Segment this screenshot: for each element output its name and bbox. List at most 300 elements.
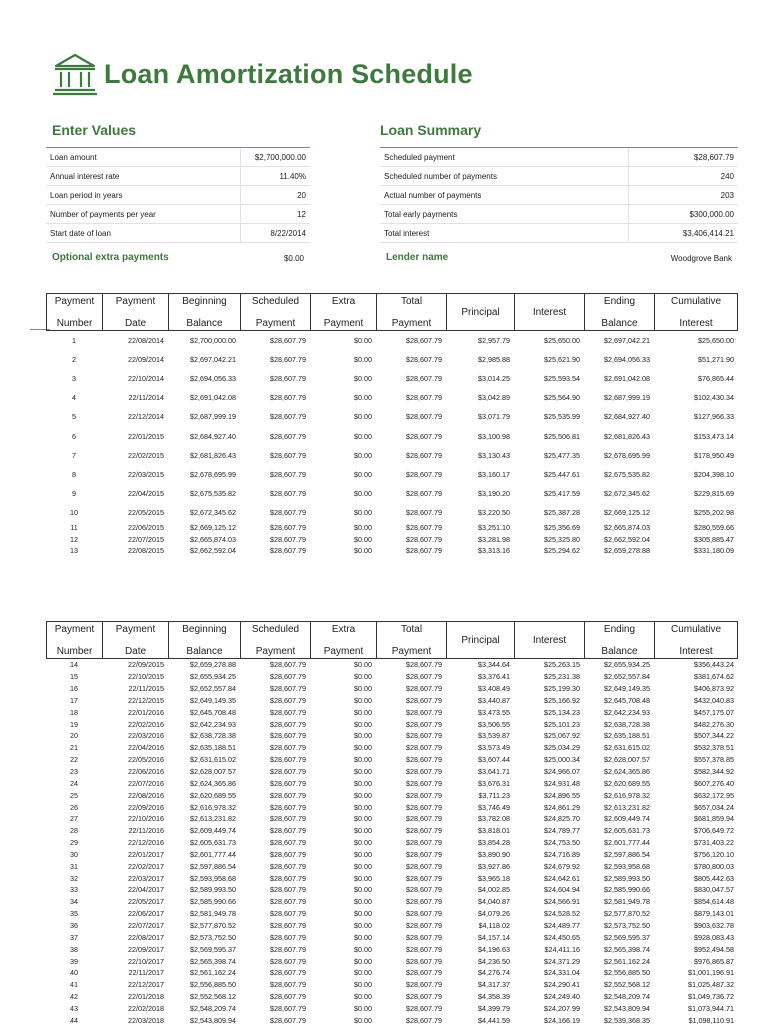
table-cell: $25,387.28	[544, 507, 580, 517]
table-row	[46, 1002, 738, 1014]
table-cell: $3,965.18	[478, 873, 510, 883]
table-cell: 22/11/2017	[128, 968, 164, 978]
table-cell: $24,753.50	[544, 838, 580, 848]
table-row	[46, 754, 738, 766]
table-cell: $557,378.85	[694, 755, 734, 765]
table-cell: $2,624,365.86	[190, 778, 236, 788]
table-cell: $28,607.79	[406, 336, 442, 346]
table-cell: $3,220.50	[478, 507, 510, 517]
table-cell: 22/03/2017	[128, 873, 164, 883]
table-cell: $25,447.61	[544, 469, 580, 479]
table-cell: $28,607.79	[270, 814, 306, 824]
table-cell: $28,607.79	[406, 393, 442, 403]
table-cell: $28,607.79	[406, 660, 442, 670]
table-row	[46, 695, 738, 707]
table-cell: $0.00	[354, 534, 372, 544]
table-cell: 12	[70, 534, 78, 544]
table-cell: $28,607.79	[270, 695, 306, 705]
table-cell: $0.00	[354, 826, 372, 836]
table-cell: $2,678,695.99	[604, 450, 650, 460]
input-value[interactable]: $2,700,000.00	[240, 148, 310, 166]
table-cell: $4,079.26	[478, 909, 510, 919]
table-cell: $1,001,196.91	[688, 968, 734, 978]
lender-name-value[interactable]: Woodgrove Bank	[670, 254, 732, 263]
input-value[interactable]: 11.40%	[240, 167, 310, 185]
table-cell: $2,631,615.02	[604, 743, 650, 753]
table-cell: $28,607.79	[406, 534, 442, 544]
table-cell: 9	[72, 488, 76, 498]
input-value[interactable]: $28,607.79	[628, 148, 738, 166]
table-cell: $2,649,149.35	[190, 695, 236, 705]
table-cell: 23	[70, 767, 78, 777]
table-cell: $1,098,110.91	[688, 1015, 734, 1024]
input-value[interactable]: 8/22/2014	[240, 224, 310, 242]
table-cell: $2,620,689.55	[604, 778, 650, 788]
table-cell: $25,325.80	[544, 534, 580, 544]
table-cell: 38	[70, 944, 78, 954]
table-cell: $0.00	[354, 719, 372, 729]
table-cell: $28,607.79	[406, 909, 442, 919]
table-row	[46, 896, 738, 908]
table-cell: $2,655,934.25	[604, 660, 650, 670]
table-cell: $3,927.86	[478, 861, 510, 871]
table-cell: $28,607.79	[406, 546, 442, 556]
table-cell: $2,642,234.93	[190, 719, 236, 729]
schedule-table-page1	[46, 293, 738, 556]
table-cell: $2,556,885.50	[190, 980, 236, 990]
table-cell: 22/02/2016	[128, 719, 164, 729]
table-cell: $28,607.79	[406, 431, 442, 441]
table-cell: $28,607.79	[270, 431, 306, 441]
table-cell: $2,561,162.24	[190, 968, 236, 978]
table-cell: $1,049,736.72	[688, 992, 734, 1002]
table-row	[46, 671, 738, 683]
table-cell: $0.00	[354, 523, 372, 533]
table-cell: 22/08/2015	[128, 546, 164, 556]
table-row	[46, 967, 738, 979]
table-cell: $255,202.98	[694, 507, 734, 517]
table-cell: $2,638,728.38	[604, 719, 650, 729]
table-cell: $25,650.00	[698, 336, 734, 346]
table-row	[46, 872, 738, 884]
table-cell: $25,506.81	[544, 431, 580, 441]
table-cell: $2,665,874.03	[604, 523, 650, 533]
table-cell: $0.00	[354, 336, 372, 346]
table-cell: $3,100.98	[478, 431, 510, 441]
table-cell: $2,609,449.74	[604, 814, 650, 824]
table-cell: 22/06/2016	[128, 767, 164, 777]
column-header: Principal	[446, 622, 514, 658]
table-cell: 6	[72, 431, 76, 441]
table-cell: 32	[70, 873, 78, 883]
table-cell: $24,789.77	[544, 826, 580, 836]
table-cell: $2,565,398.74	[190, 956, 236, 966]
table-cell: $2,565,398.74	[604, 944, 650, 954]
table-cell: $3,071.79	[478, 412, 510, 422]
table-cell: $3,676.31	[478, 778, 510, 788]
table-cell: $331,180.09	[694, 546, 734, 556]
table-cell: $3,607.44	[478, 755, 510, 765]
table-cell: $28,607.79	[406, 450, 442, 460]
table-cell: $28,607.79	[270, 507, 306, 517]
table-cell: $2,573,752.50	[604, 920, 650, 930]
input-label: Loan period in years	[50, 190, 123, 200]
table-cell: $0.00	[354, 672, 372, 682]
table-cell: $2,635,188.51	[190, 743, 236, 753]
table-cell: $24,861.29	[544, 802, 580, 812]
table-cell: $28,607.79	[406, 944, 442, 954]
table-cell: $0.00	[354, 814, 372, 824]
table-row	[46, 683, 738, 695]
input-row	[380, 167, 738, 186]
table-cell: $432,040.83	[694, 695, 734, 705]
input-value[interactable]: 240	[628, 167, 738, 185]
column-header: Payment Date	[102, 622, 168, 658]
table-cell: $2,652,557.84	[604, 672, 650, 682]
table-cell: 22/01/2017	[128, 849, 164, 859]
input-value[interactable]: $300,000.00	[628, 205, 738, 223]
loan-summary-heading: Loan Summary	[380, 122, 482, 138]
table-cell: $0.00	[354, 469, 372, 479]
table-row	[46, 849, 738, 861]
table-cell: $24,207.99	[544, 1003, 580, 1013]
loan-summary-table	[380, 147, 738, 243]
table-cell: $2,684,927.40	[190, 431, 236, 441]
table-header	[46, 621, 738, 659]
table-cell: $127,966.33	[694, 412, 734, 422]
input-row	[380, 186, 738, 205]
table-cell: $0.00	[354, 920, 372, 930]
column-header: Beginning Balance	[168, 294, 240, 330]
table-cell: $28,607.79	[406, 743, 442, 753]
table-row	[46, 931, 738, 943]
table-cell: $0.00	[354, 849, 372, 859]
table-row	[46, 991, 738, 1003]
table-cell: $2,957.79	[478, 336, 510, 346]
table-cell: $28,607.79	[270, 450, 306, 460]
table-cell: $24,679.92	[544, 861, 580, 871]
table-cell: 22/09/2016	[128, 802, 164, 812]
table-cell: $0.00	[354, 861, 372, 871]
table-cell: 22/11/2016	[128, 826, 164, 836]
table-cell: $507,344.22	[694, 731, 734, 741]
table-cell: $2,638,728.38	[190, 731, 236, 741]
column-header: Interest	[514, 622, 584, 658]
table-cell: $4,002.85	[478, 885, 510, 895]
table-cell: 22/11/2015	[128, 684, 164, 694]
table-cell: $356,443.24	[694, 660, 734, 670]
table-cell: $28,607.79	[270, 980, 306, 990]
table-cell: $28,607.79	[406, 873, 442, 883]
table-cell: $28,607.79	[270, 873, 306, 883]
table-cell: 22/08/2016	[128, 790, 164, 800]
table-cell: $28,607.79	[406, 469, 442, 479]
table-cell: $28,607.79	[406, 826, 442, 836]
table-cell: $0.00	[354, 731, 372, 741]
table-cell: $3,014.25	[478, 374, 510, 384]
table-cell: $2,548,209.74	[190, 1003, 236, 1013]
table-cell: $2,543,809.94	[604, 1003, 650, 1013]
table-row	[46, 545, 738, 557]
table-cell: $657,034.24	[694, 802, 734, 812]
table-cell: $28,607.79	[270, 909, 306, 919]
table-row	[46, 825, 738, 837]
table-cell: 15	[70, 672, 78, 682]
table-row	[46, 484, 738, 503]
table-cell: $0.00	[354, 802, 372, 812]
table-cell: 22/04/2017	[128, 885, 164, 895]
table-row	[46, 369, 738, 388]
table-cell: $25,000.34	[544, 755, 580, 765]
table-cell: $2,652,557.84	[190, 684, 236, 694]
table-cell: $28,607.79	[406, 968, 442, 978]
table-cell: $28,607.79	[406, 849, 442, 859]
table-cell: $2,552,568.12	[604, 980, 650, 990]
table-cell: $2,669,125.12	[604, 507, 650, 517]
table-cell: 37	[70, 932, 78, 942]
table-cell: $28,607.79	[270, 336, 306, 346]
table-cell: $28,607.79	[270, 355, 306, 365]
table-cell: 5	[72, 412, 76, 422]
table-cell: 22/03/2016	[128, 731, 164, 741]
table-cell: $28,607.79	[406, 956, 442, 966]
table-cell: $25,650.00	[544, 336, 580, 346]
table-cell: $28,607.79	[406, 488, 442, 498]
table-cell: $3,313.16	[478, 546, 510, 556]
table-cell: 14	[70, 660, 78, 670]
table-cell: $805,442.63	[694, 873, 734, 883]
table-cell: $2,675,535.82	[190, 488, 236, 498]
table-cell: $28,607.79	[270, 826, 306, 836]
table-cell: $2,581,949.78	[190, 909, 236, 919]
table-cell: $2,597,886.54	[604, 849, 650, 859]
table-cell: $2,697,042.21	[190, 355, 236, 365]
table-cell: $681,859.94	[694, 814, 734, 824]
table-cell: $28,607.79	[406, 695, 442, 705]
table-cell: $2,628,007.57	[604, 755, 650, 765]
extra-payments-value[interactable]: $0.00	[283, 254, 304, 263]
table-cell: $280,559.66	[694, 523, 734, 533]
column-header: Total Payment	[376, 294, 446, 330]
input-value[interactable]: $3,406,414.21	[628, 224, 738, 242]
table-cell: $0.00	[354, 932, 372, 942]
table-row	[46, 706, 738, 718]
table-cell: $2,672,345.62	[604, 488, 650, 498]
table-cell: 22/11/2014	[128, 393, 164, 403]
table-cell: $24,825.70	[544, 814, 580, 824]
table-cell: $2,684,927.40	[604, 412, 650, 422]
table-cell: $2,694,056.33	[190, 374, 236, 384]
table-cell: $28,607.79	[406, 790, 442, 800]
table-cell: $28,607.79	[406, 731, 442, 741]
table-cell: $0.00	[354, 546, 372, 556]
table-cell: $28,607.79	[406, 412, 442, 422]
table-cell: 22	[70, 755, 78, 765]
table-cell: $3,641.71	[478, 767, 510, 777]
table-cell: $28,607.79	[270, 849, 306, 859]
table-cell: $0.00	[354, 355, 372, 365]
table-row	[46, 350, 738, 369]
table-cell: $28,607.79	[406, 1015, 442, 1024]
table-cell: $2,605,631.73	[190, 838, 236, 848]
table-cell: $28,607.79	[270, 534, 306, 544]
table-cell: $2,573,752.50	[190, 932, 236, 942]
table-cell: 22/03/2018	[128, 1015, 164, 1024]
table-cell: $2,593,958.68	[190, 873, 236, 883]
table-cell: $28,607.79	[406, 992, 442, 1002]
table-cell: $0.00	[354, 885, 372, 895]
table-cell: $3,408.49	[478, 684, 510, 694]
table-cell: $3,281.98	[478, 534, 510, 544]
table-cell: $2,665,874.03	[190, 534, 236, 544]
table-cell: $28,607.79	[270, 743, 306, 753]
table-cell: 22/08/2014	[128, 336, 164, 346]
table-cell: $0.00	[354, 374, 372, 384]
table-cell: $2,556,885.50	[604, 968, 650, 978]
table-cell: $457,175.07	[694, 707, 734, 717]
table-cell: $2,697,042.21	[604, 336, 650, 346]
table-cell: $28,607.79	[270, 790, 306, 800]
column-header: Extra Payment	[310, 622, 376, 658]
table-cell: $28,607.79	[270, 755, 306, 765]
table-cell: 22/09/2017	[128, 944, 164, 954]
extra-payments-label: Optional extra payments	[52, 252, 169, 263]
table-cell: $3,190.20	[478, 488, 510, 498]
table-row	[46, 813, 738, 825]
table-cell: 40	[70, 968, 78, 978]
table-cell: 22/05/2016	[128, 755, 164, 765]
table-cell: 11	[70, 523, 78, 533]
table-cell: 19	[70, 719, 78, 729]
table-cell: $482,276.30	[694, 719, 734, 729]
table-cell: $28,607.79	[406, 980, 442, 990]
table-cell: $3,130.43	[478, 450, 510, 460]
input-label: Total early payments	[384, 209, 458, 219]
input-value[interactable]: 12	[240, 205, 310, 223]
table-cell: $25,263.15	[544, 660, 580, 670]
table-cell: 22/10/2015	[128, 672, 164, 682]
table-cell: $28,607.79	[270, 719, 306, 729]
table-cell: $2,543,809.94	[190, 1015, 236, 1024]
table-cell: 22/04/2016	[128, 743, 164, 753]
input-row	[380, 148, 738, 167]
table-cell: $3,539.87	[478, 731, 510, 741]
table-cell: $102,430.34	[694, 393, 734, 403]
table-cell: $24,450.65	[544, 932, 580, 942]
table-cell: $2,700,000.00	[190, 336, 236, 346]
page-title: Loan Amortization Schedule	[104, 58, 473, 89]
table-cell: $4,358.39	[478, 992, 510, 1002]
table-cell: $28,607.79	[406, 885, 442, 895]
table-cell: 17	[70, 695, 78, 705]
table-cell: $2,681,826.43	[190, 450, 236, 460]
table-cell: $28,607.79	[406, 507, 442, 517]
table-cell: $28,607.79	[406, 755, 442, 765]
input-value[interactable]: 20	[240, 186, 310, 204]
table-cell: $4,276.74	[478, 968, 510, 978]
table-cell: $24,566.91	[544, 897, 580, 907]
table-cell: $0.00	[354, 743, 372, 753]
table-cell: $28,607.79	[406, 374, 442, 384]
table-cell: $731,403.22	[694, 838, 734, 848]
table-cell: $0.00	[354, 909, 372, 919]
table-cell: $0.00	[354, 507, 372, 517]
table-cell: $3,782.08	[478, 814, 510, 824]
table-cell: $28,607.79	[270, 412, 306, 422]
table-cell: 35	[70, 909, 78, 919]
table-cell: $780,800.03	[694, 861, 734, 871]
table-cell: $25,356.69	[544, 523, 580, 533]
table-row	[46, 718, 738, 730]
table-row	[46, 730, 738, 742]
table-cell: $0.00	[354, 660, 372, 670]
table-cell: $28,607.79	[406, 767, 442, 777]
table-cell: 43	[70, 1003, 78, 1013]
table-cell: $381,674.62	[694, 672, 734, 682]
table-cell: $153,473.14	[694, 431, 734, 441]
input-value[interactable]: 203	[628, 186, 738, 204]
table-cell: $2,569,595.37	[190, 944, 236, 954]
table-cell: 33	[70, 885, 78, 895]
table-cell: $0.00	[354, 488, 372, 498]
table-cell: $3,251.10	[478, 523, 510, 533]
table-cell: 13	[70, 546, 78, 556]
table-row	[46, 766, 738, 778]
table-cell: $2,655,934.25	[190, 672, 236, 682]
table-row	[46, 533, 738, 545]
table-cell: 34	[70, 897, 78, 907]
table-cell: $28,607.79	[270, 374, 306, 384]
table-cell: $28,607.79	[406, 523, 442, 533]
table-cell: $2,577,870.52	[190, 920, 236, 930]
table-cell: 22/05/2015	[128, 507, 164, 517]
table-cell: $2,609,449.74	[190, 826, 236, 836]
table-cell: $0.00	[354, 956, 372, 966]
lender-name-label: Lender name	[386, 252, 449, 263]
table-cell: $24,249.40	[544, 992, 580, 1002]
table-cell: $2,613,231.82	[190, 814, 236, 824]
table-row	[46, 426, 738, 445]
table-cell: $28,607.79	[406, 814, 442, 824]
input-row	[46, 224, 310, 243]
table-cell: $28,607.79	[406, 684, 442, 694]
table-cell: 24	[70, 778, 78, 788]
column-header: Payment Date	[102, 294, 168, 330]
table-cell: $2,569,595.37	[604, 932, 650, 942]
table-cell: $830,047.57	[694, 885, 734, 895]
table-cell: $2,620,689.55	[190, 790, 236, 800]
table-cell: $25,564.90	[544, 393, 580, 403]
table-cell: $24,331.04	[544, 968, 580, 978]
table-cell: $28,607.79	[270, 838, 306, 848]
table-cell: $28,607.79	[406, 719, 442, 729]
table-cell: $28,607.79	[270, 393, 306, 403]
table-cell: 4	[72, 393, 76, 403]
table-cell: 28	[70, 826, 78, 836]
column-header: Total Payment	[376, 622, 446, 658]
table-cell: $25,477.35	[544, 450, 580, 460]
table-row	[46, 801, 738, 813]
table-cell: $2,624,365.86	[604, 767, 650, 777]
table-cell: $2,681,826.43	[604, 431, 650, 441]
table-cell: 22/09/2015	[128, 660, 164, 670]
table-cell: $2,649,149.35	[604, 684, 650, 694]
table-cell: $76,865.44	[698, 374, 734, 384]
table-cell: $25,134.23	[544, 707, 580, 717]
table-cell: $4,236.50	[478, 956, 510, 966]
table-row	[46, 331, 738, 350]
table-cell: $0.00	[354, 450, 372, 460]
